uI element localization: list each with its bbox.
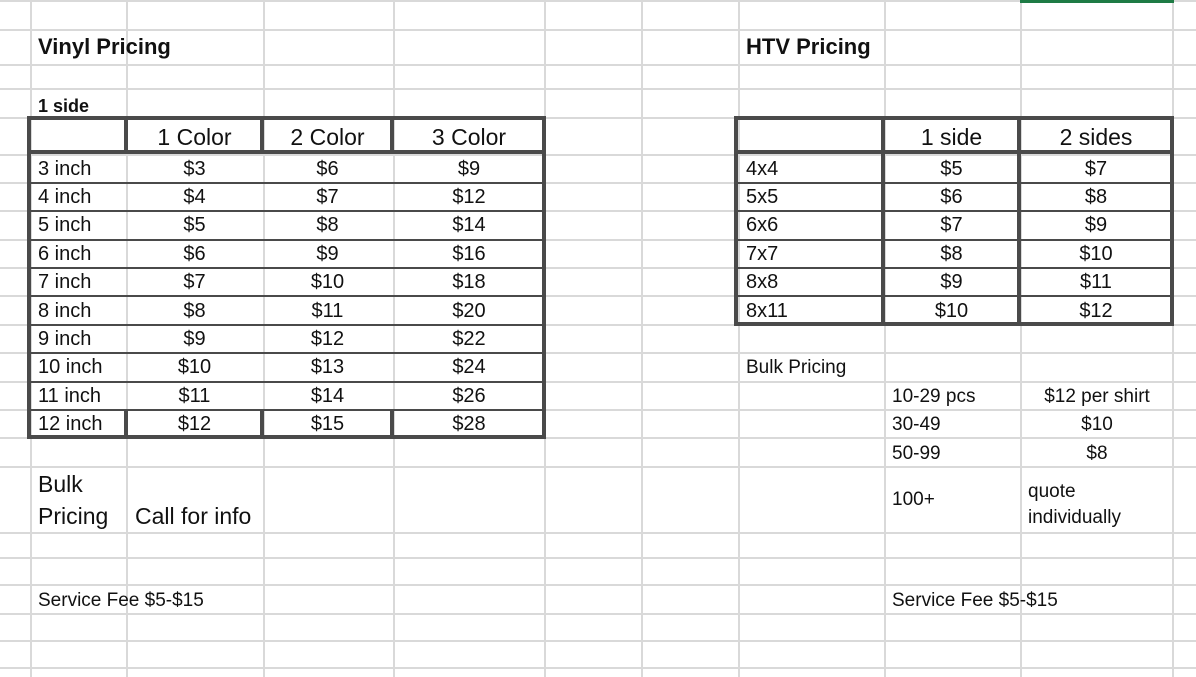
- vinyl-sides-label: 1 side: [38, 96, 90, 116]
- vinyl-price-cell[interactable]: $14: [310, 385, 345, 407]
- htv-price-cell[interactable]: $11: [1080, 271, 1112, 293]
- vinyl-price-cell[interactable]: $13: [310, 356, 345, 378]
- vinyl-price-cell[interactable]: $3: [183, 158, 206, 180]
- vinyl-size-cell[interactable]: 9 inch: [38, 328, 92, 350]
- vinyl-bulk-label-line1: Bulk: [38, 471, 83, 497]
- htv-size-cell[interactable]: 6x6: [746, 214, 779, 236]
- vinyl-size-cell[interactable]: 11 inch: [38, 385, 102, 407]
- htv-price-cell[interactable]: $9: [1084, 214, 1108, 236]
- vinyl-price-cell[interactable]: $22: [452, 328, 486, 350]
- vinyl-price-cell[interactable]: $12: [310, 328, 345, 350]
- vinyl-col-header-3-color: 3 Color: [431, 124, 507, 150]
- vinyl-col-header-2-color: 2 Color: [290, 124, 365, 150]
- vinyl-price-cell[interactable]: $6: [183, 243, 206, 265]
- htv-col-header-2-sides: 2 sides: [1059, 124, 1133, 150]
- vinyl-price-cell[interactable]: $9: [316, 243, 339, 265]
- htv-bulk-qty-cell[interactable]: 10-29 pcs: [892, 386, 976, 407]
- vinyl-price-cell[interactable]: $26: [452, 385, 486, 407]
- htv-size-cell[interactable]: 8x8: [746, 271, 779, 293]
- vinyl-service-fee[interactable]: Service Fee $5-$15: [38, 590, 204, 611]
- vinyl-size-cell[interactable]: 12 inch: [38, 413, 103, 435]
- htv-price-cell[interactable]: $7: [940, 214, 963, 236]
- htv-bulk-qty-cell[interactable]: 50-99: [892, 443, 941, 464]
- htv-size-cell[interactable]: 4x4: [746, 158, 779, 180]
- vinyl-size-cell[interactable]: 6 inch: [38, 243, 92, 265]
- htv-bulk-qty-cell[interactable]: 100+: [892, 489, 935, 510]
- htv-bulk-quote-line1[interactable]: quote: [1028, 481, 1076, 502]
- vinyl-price-cell[interactable]: $8: [183, 300, 206, 322]
- vinyl-price-cell[interactable]: $15: [310, 413, 345, 435]
- htv-size-cell[interactable]: 5x5: [746, 186, 779, 208]
- vinyl-price-cell[interactable]: $8: [316, 214, 339, 236]
- selected-cell-indicator: [1020, 0, 1174, 3]
- htv-price-cell[interactable]: $7: [1084, 158, 1108, 180]
- htv-col-header-1-side: 1 side: [920, 124, 983, 150]
- vinyl-price-cell[interactable]: $7: [316, 186, 339, 208]
- vinyl-price-cell[interactable]: $14: [452, 214, 486, 236]
- vinyl-price-cell[interactable]: $4: [183, 186, 206, 208]
- vinyl-size-cell[interactable]: 5 inch: [38, 214, 92, 236]
- vinyl-price-cell[interactable]: $9: [183, 328, 206, 350]
- vinyl-price-cell[interactable]: $5: [183, 214, 206, 236]
- vinyl-price-cell[interactable]: $24: [452, 356, 486, 378]
- vinyl-price-cell[interactable]: $10: [310, 271, 345, 293]
- htv-price-cell[interactable]: $12: [1079, 300, 1113, 322]
- htv-price-cell[interactable]: $10: [934, 300, 969, 322]
- htv-bulk-price-cell[interactable]: $12 per shirt: [1044, 386, 1150, 407]
- htv-price-cell[interactable]: $8: [1084, 186, 1108, 208]
- vinyl-price-cell[interactable]: $11: [311, 300, 344, 322]
- vinyl-size-cell[interactable]: 7 inch: [38, 271, 92, 293]
- vinyl-price-cell[interactable]: $20: [452, 300, 486, 322]
- vinyl-price-cell[interactable]: $6: [316, 158, 339, 180]
- vinyl-size-cell[interactable]: 4 inch: [38, 186, 92, 208]
- vinyl-price-cell[interactable]: $10: [177, 356, 212, 378]
- vinyl-size-cell[interactable]: 8 inch: [38, 300, 92, 322]
- htv-bulk-quote-line2[interactable]: individually: [1028, 507, 1121, 528]
- htv-price-cell[interactable]: $6: [940, 186, 963, 208]
- vinyl-price-cell[interactable]: $28: [452, 413, 486, 435]
- htv-bulk-price-cell[interactable]: $8: [1086, 443, 1108, 464]
- vinyl-pricing-title: Vinyl Pricing: [38, 34, 171, 59]
- vinyl-price-cell[interactable]: $16: [452, 243, 486, 265]
- vinyl-price-cell[interactable]: $18: [452, 271, 486, 293]
- htv-bulk-price-cell[interactable]: $10: [1081, 414, 1113, 435]
- vinyl-bulk-label-line2: Pricing: [38, 503, 109, 529]
- htv-price-cell[interactable]: $5: [940, 158, 963, 180]
- vinyl-size-cell[interactable]: 10 inch: [38, 356, 103, 378]
- htv-size-cell[interactable]: 7x7: [746, 243, 779, 265]
- htv-service-fee[interactable]: Service Fee $5-$15: [892, 590, 1058, 611]
- vinyl-price-cell[interactable]: $9: [457, 158, 481, 180]
- vinyl-price-cell[interactable]: $7: [183, 271, 206, 293]
- vinyl-bulk-value[interactable]: Call for info: [135, 503, 252, 529]
- htv-price-cell[interactable]: $8: [940, 243, 963, 265]
- htv-bulk-pricing-title: Bulk Pricing: [746, 357, 847, 378]
- htv-bulk-qty-cell[interactable]: 30-49: [892, 414, 941, 435]
- htv-size-cell[interactable]: 8x11: [746, 300, 788, 322]
- htv-pricing-title: HTV Pricing: [746, 34, 871, 59]
- vinyl-col-header-1-color: 1 Color: [157, 124, 232, 150]
- vinyl-size-cell[interactable]: 3 inch: [38, 158, 92, 180]
- vinyl-price-cell[interactable]: $12: [177, 413, 212, 435]
- htv-price-cell[interactable]: $10: [1079, 243, 1113, 265]
- vinyl-price-cell[interactable]: $11: [178, 385, 211, 407]
- htv-price-cell[interactable]: $9: [940, 271, 963, 293]
- vinyl-price-cell[interactable]: $12: [452, 186, 486, 208]
